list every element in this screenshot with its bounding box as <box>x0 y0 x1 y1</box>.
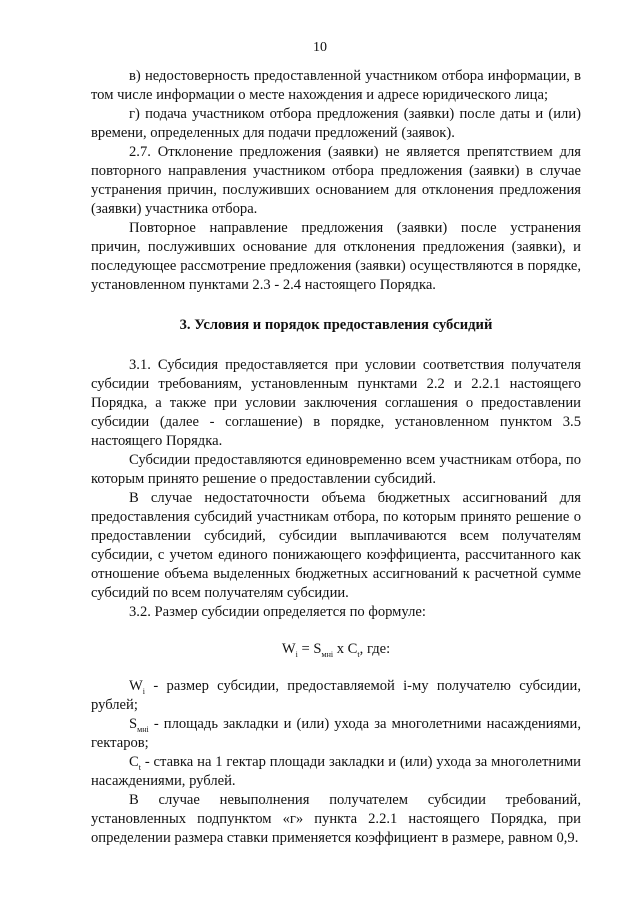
paragraph-insufficiency: В случае недостаточности объема бюджетных ассигнований для предоставления субсидий участникам отбора, по которым принято решение о предоставлении субсидий, субсидии выплачиваются всем получателям субсидии, с учетом единого понижающего коэффициента, рассчитанного как отношение объема выделенных бюджетных ассигнований к расчетной сумме субсидий по всем получателям субсидии. <box>91 490 581 601</box>
paragraph-resubmission: Повторное направление предложения (заявки) после устранения причин, послуживших основание для отклонения предложения (заявки), и последующее рассмотрение предложения (заявки) осуществляются в порядке, установленном пунктами 2.3 - 2.4 настоящего Порядка. <box>91 220 581 293</box>
definition-w <box>91 677 581 715</box>
paragraph-2-7: 2.7. Отклонение предложения (заявки) не является препятствием для повторного направления участником отбора предложения (заявки) в случае устранения причин, послуживших основанием для отклонения предложения (заявки) участника отбора. <box>91 144 581 217</box>
formula-eq: = S <box>297 641 322 657</box>
subsidy-formula <box>91 640 581 659</box>
paragraph-one-time: Субсидии предоставляются единовременно всем участникам отбора, по которым принято решение о предоставлении субсидий. <box>91 452 581 487</box>
formula-tail: , где: <box>359 641 391 657</box>
definition-symbol: S <box>129 716 138 732</box>
formula-c-sub: t <box>357 649 360 659</box>
definition-subscript: мнi <box>137 724 149 734</box>
definition-symbol: C <box>129 754 139 770</box>
definition-text: - площадь закладки и (или) ухода за многолетними насаждениями, гектаров; <box>91 716 581 751</box>
definition-symbol: W <box>129 678 143 694</box>
formula-s-sub: мнi <box>321 649 334 659</box>
section-heading: 3. Условия и порядок предоставления субсидий <box>179 317 493 333</box>
definition-s <box>91 715 581 753</box>
definition-text: - ставка на 1 гектар площади закладки и (или) ухода за многолетними насаждениями, рублей. <box>91 754 581 789</box>
page-number: 10 <box>313 40 327 55</box>
definition-subscript: i <box>142 686 146 696</box>
paragraph-coefficient: В случае невыполнения получателем субсидии требований, установленных подпунктом «г» пункта 2.2.1 настоящего Порядка, при определении размера ставки применяется коэффициент в размере, равном 0,9. <box>91 792 581 846</box>
paragraph-3-1: 3.1. Субсидия предоставляется при условии соответствия получателя субсидии требованиям, установленным пунктами 2.2 и 2.2.1 настоящего Порядка, а также при условии заключения соглашения о предоставлении субсидии (далее - соглашение) в порядке, установленном пунктом 3.5 настоящего Порядка. <box>91 357 581 449</box>
formula-w: W <box>281 641 296 657</box>
document-body <box>91 67 581 848</box>
paragraph-g: г) подача участником отбора предложения (заявки) после даты и (или) времени, определенных для подачи предложений (заявок). <box>91 106 581 141</box>
formula-w-sub: i <box>295 649 298 659</box>
paragraph-3-2: 3.2. Размер субсидии определяется по формуле: <box>129 604 426 620</box>
definition-subscript: t <box>138 762 141 772</box>
definition-c <box>91 753 581 791</box>
paragraph-v: в) недостоверность предоставленной участником отбора информации, в том числе информации о месте нахождения и адресе юридического лица; <box>91 68 581 103</box>
definition-text: - размер субсидии, предоставляемой i-му получателю субсидии, рублей; <box>91 678 581 713</box>
formula-x: x C <box>333 641 358 657</box>
